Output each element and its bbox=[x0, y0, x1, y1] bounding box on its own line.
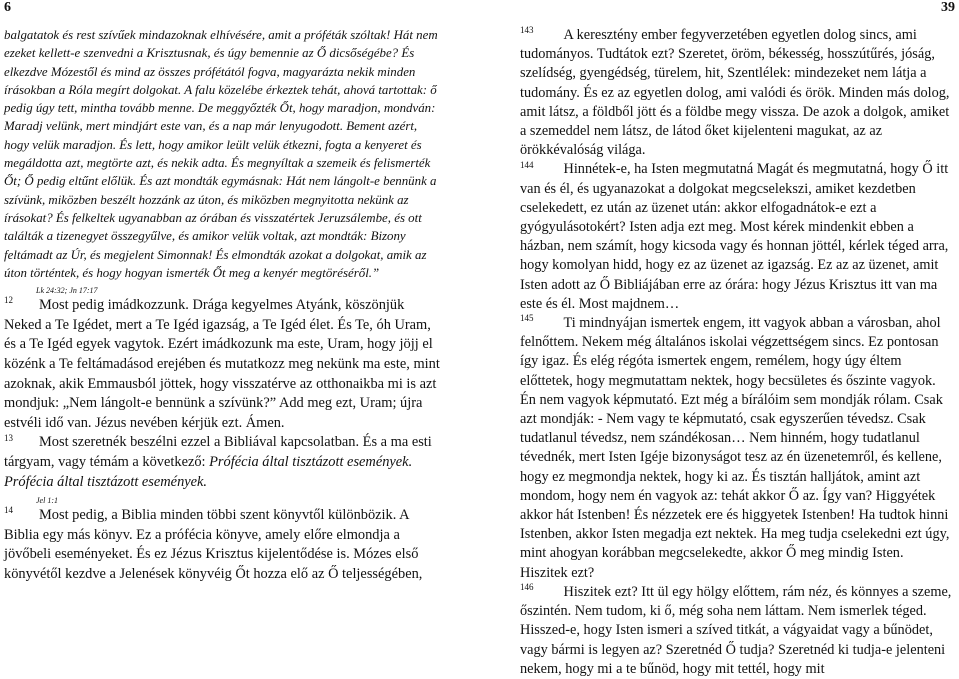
paragraph-text: Ti mindnyájan ismertek engem, itt vagyok abban a városban, ahol felnőttem. Nekem még általános iskolai végzettségem sincs. Ez pontosan így igaz. És elég régóta ismertek engem, remélem, hogy úgy éltem előttetek, hogy megmutattam nektek, hogy becsületes és őszinte vagyok. Én nem vagyok képmutató. Ezt még a bírálóim sem mondják rólam. Csak azt mondják: - Nem vagy te képmutató, csak egyszerűen tévedsz. Csak tudatlanul tévedsz, nem szándékosan… Nem hinném, hogy tudatlanul tévednék, mert Isten Igéje bizonyságot tesz az én üzenetemről, és kellene, hogy ez megmondja nektek, hogy ki az. És tisztán halljátok, amint azt mondom, hogy nem én vagyok az: tehát akkor Ő az. Így van? Higgyétek akkor hát Istenben! És nézzetek ere és higgyetek Istenben! Ha tudtok hinni Istenben, akkor Isten megadja ezt nektek. Ha meg tudja cselekedni ezt úgy, mint ahogyan korábban megcselekedte, akkor Ő meg mindig Isten. Hiszitek ezt? bbox=[520, 315, 950, 581]
paragraph-text: Hiszitek ezt? Itt ül egy hölgy előttem, rám néz, és könnyes a szeme, őszintén. Nem tudom, ki ő, még soha nem láttam. Nem ismerlek téged. Hisszed-e, hogy Isten ismeri a szíved titkát, a vágyaidat vagy a bűnödet, vagy bármi is legyen az? Szeretnéd Ő tudja? Szeretnéd ki tudja-e jelenteni nekem, hogy mi a te bűnöd, hogy mit tettél, hogy mit bbox=[520, 583, 952, 677]
paragraph-number: 143 bbox=[520, 25, 534, 36]
paragraph-text: Most szeretnék beszélni ezzel a Bibliával kapcsolatban. És a ma esti tárgyam, vagy témám a következő: bbox=[4, 434, 432, 470]
page-number-right: 39 bbox=[941, 0, 955, 15]
paragraph-number: 145 bbox=[520, 313, 534, 324]
paragraph-text: Most pedig imádkozzunk. Drága kegyelmes Atyánk, köszönjük Neked a Te Igédet, mert a Te Igéd igazság, a Te Igéd élet. És Te, óh Uram, és a Te Igéd egyek vagytok. Ezért imádkozunk ma este, Uram, hogy jöjj el közénk a Te feltámadásod erejében és mutatkozz meg nekünk ma este, mint azoknak, akik Emmausból jöttek, hogy visszatérve az otthonaikba mi is azt mondjuk: „Nem lángolt-e bennünk a szívünk?” Add meg ezt, Uram; újra estvéli idő van. Jézus nevében kérjük ezt. Ámen. bbox=[4, 297, 440, 431]
scripture-quote: balgatatok és rest szívűek mindazoknak elhívésére, amit a próféták szóltak! Hát nem ezeket kellett-e szenvedni a Krisztusnak, és úgy bemennie az Ő dicsőségébe? És elkezdve Mózestől és mind az összes prófétától fogva, magyarázta nekik minden írásokban a Róla megírt dolgokat. A falu közelébe érkeztek tehát, ahová tartottak: ő pedig úgy tett, mintha tovább menne. De meggyőzték Őt, hogy maradjon, mondván: Maradj velünk, mert mindjárt este van, és a nap már lenyugodott. Bement azért, hogy velük maradjon. És lett, hogy amikor leült velük étkezni, fogta a kenyeret és megáldotta azt, megtörte azt, és nekik adta. És megnyíltak a szemeik és felismerték Őt; Ő pedig eltűnt előlük. És azt mondták egymásnak: Hát nem lángolt-e bennünk a szívünk, miközben beszélt hozzánk az úton, és miközben megnyitotta nekünk az írásokat? És felkeltek ugyanabban az órában és visszatértek Jeruzsálembe, és ott találták a tizenegyet összegyűlve, és amikor velük voltak, azt mondták: Bizony feltámadt az Úr, és megjelent Simonnak! És elmondták azokat a dolgokat, amik az úton történtek, és hogy hogyan ismerték Őt meg a kenyér megtöréséről.” bbox=[4, 28, 438, 280]
paragraph-number: 146 bbox=[520, 582, 534, 593]
sermon-title: Prófécia által tisztázott események. Prófécia által tisztázott események. bbox=[4, 453, 413, 490]
paragraph-number: 14 bbox=[4, 505, 13, 516]
right-column bbox=[520, 26, 952, 679]
paragraph-143 bbox=[520, 26, 952, 160]
page-number-left: 6 bbox=[4, 0, 11, 15]
paragraph-13 bbox=[4, 433, 440, 492]
scripture-reference: Lk 24:32; Jn 17:17 bbox=[36, 286, 98, 296]
paragraph-text: A keresztény ember fegyverzetében egyetlen dolog sincs, ami tudományos. Tudtátok ezt? Szeretet, öröm, békesség, hosszútűrés, jóság, szelídség, gyengédség, türelem, hit, Szentlélek: mindezeket nem látja a tudomány. És ez az egyetlen dolog, ami valódi és örök. Minden más dolog, amit látsz, a földből jött és a földbe megy vissza. De azok a dolgok, amiket a szemeddel nem látsz, de látod őket kijelenteni magukat, az az örökkévalóság világa. bbox=[520, 27, 950, 159]
scripture-reference: Jel 1:1 bbox=[36, 496, 58, 506]
paragraph-number: 144 bbox=[520, 159, 534, 170]
paragraph-12 bbox=[4, 296, 440, 433]
paragraph-146 bbox=[520, 583, 952, 679]
paragraph-text: Most pedig, a Biblia minden többi szent könyvtől különbözik. A Biblia egy más könyv. Ez a prófécia könyve, amely előre elmondja a jövőbeli eseményeket. És ez Jézus Krisztus kijelentődése is. Mózes első könyvétől kezdve a Jelenések könyvéig Őt hozza elő az Ő teljességében, bbox=[4, 507, 423, 582]
paragraph-145 bbox=[520, 314, 952, 583]
paragraph-number: 13 bbox=[4, 432, 13, 443]
paragraph-number: 12 bbox=[4, 295, 13, 306]
paragraph-text: Hinnétek-e, ha Isten megmutatná Magát és megmutatná, hogy Ő itt van és él, és ugyanazokat a dolgokat megcselekszi, amiket kezdetben cselekedett, ez után az üzenet után: akkor elfogadnátok-e ezt a gyógyulásotokért? Isten adja ezt meg. Most kérek mindenkit ebben a házban, nem számít, hogy kicsoda vagy és honnan jöttél, kérlek téged arra, hogy komolyan hidd, hogy ez az üzenet az igazság. Ez az az üzenet, amit Isten adott az Ő Bibliájában erre az órára: hogy Jézus Krisztus itt van ma este és él. Most majdnem… bbox=[520, 161, 949, 312]
left-column bbox=[4, 26, 440, 584]
paragraph-144 bbox=[520, 160, 952, 314]
paragraph-14 bbox=[4, 506, 440, 584]
